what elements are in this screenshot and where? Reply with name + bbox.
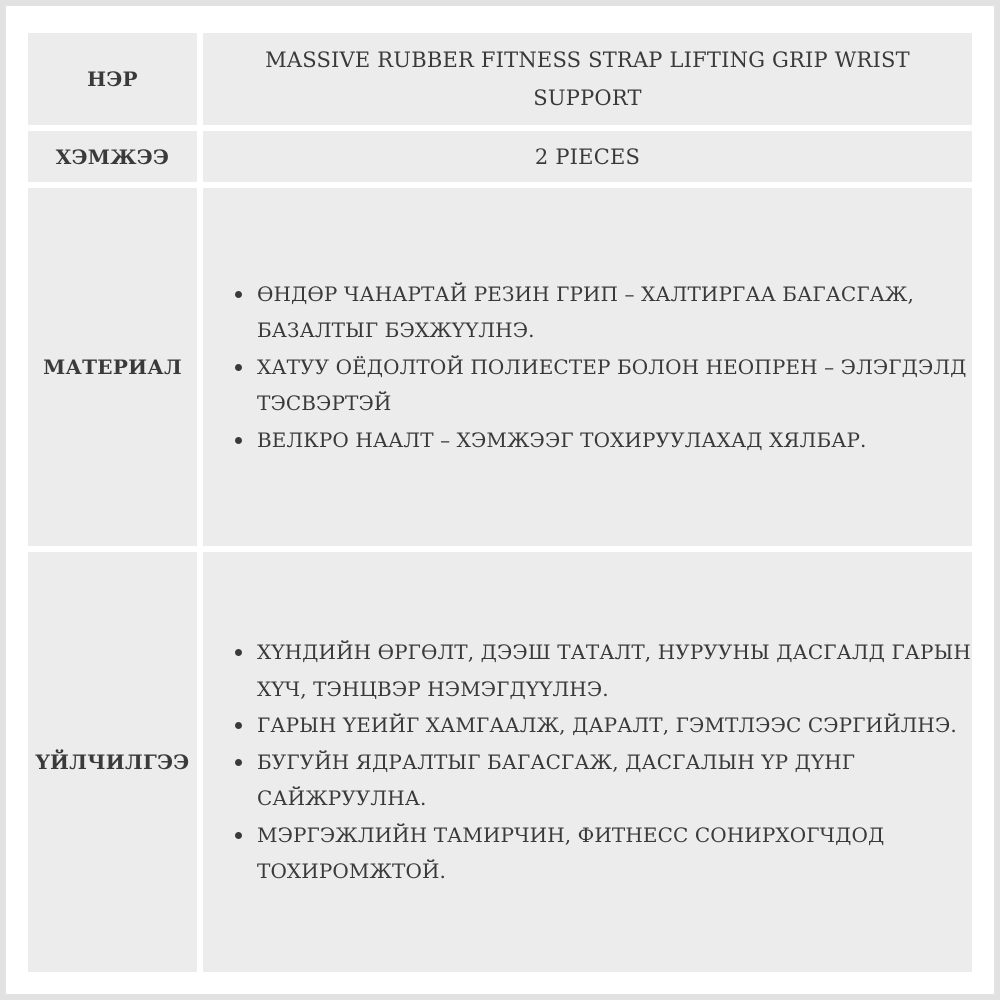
material-item: ВЕЛКРО НААЛТ – ХЭМЖЭЭГ ТОХИРУУЛАХАД ХЯЛБАР.: [235, 422, 972, 459]
usage-item: МЭРГЭЖЛИЙН ТАМИРЧИН, ФИТНЕСС СОНИРХОГЧДОД ТОХИРОМЖТОЙ.: [235, 817, 972, 890]
material-list: [235, 276, 972, 459]
usage-item: БУГУЙН ЯДРАЛТЫГ БАГАСГАЖ, ДАСГАЛЫН ҮР ДҮНГ САЙЖРУУЛНА.: [235, 744, 972, 817]
usage-list: [235, 634, 972, 890]
material-label: МАТЕРИАЛ: [28, 188, 197, 546]
product-spec-table: [28, 33, 972, 972]
material-item: ӨНДӨР ЧАНАРТАЙ РЕЗИН ГРИП – ХАЛТИРГАА БАГАСГАЖ, БАЗАЛТЫГ БЭХЖҮҮЛНЭ.: [235, 276, 972, 349]
material-value: [203, 188, 972, 546]
usage-item: ХҮНДИЙН ӨРГӨЛТ, ДЭЭШ ТАТАЛТ, НУРУУНЫ ДАСГАЛД ГАРЫН ХҮЧ, ТЭНЦВЭР НЭМЭГДҮҮЛНЭ.: [235, 634, 972, 707]
usage-label: ҮЙЛЧИЛГЭЭ: [28, 552, 197, 972]
name-label: НЭР: [28, 33, 197, 125]
material-item: ХАТУУ ОЁДОЛТОЙ ПОЛИЕСТЕР БОЛОН НЕОПРЕН – ЭЛЭГДЭЛД ТЭСВЭРТЭЙ: [235, 349, 972, 422]
size-value: 2 PIECES: [203, 131, 972, 182]
size-label: ХЭМЖЭЭ: [28, 131, 197, 182]
name-value: MASSIVE RUBBER FITNESS STRAP LIFTING GRIP WRIST SUPPORT: [203, 33, 972, 125]
usage-item: ГАРЫН ҮЕИЙГ ХАМГААЛЖ, ДАРАЛТ, ГЭМТЛЭЭС СЭРГИЙЛНЭ.: [235, 707, 972, 744]
usage-value: [203, 552, 972, 972]
